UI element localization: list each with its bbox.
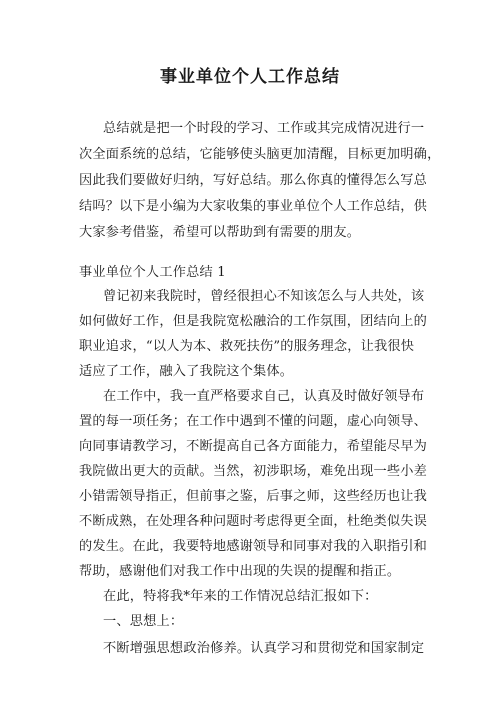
subheading: 一、思想上： xyxy=(103,614,184,629)
paragraph-line: 不断增强思想政治修养。认真学习和贯彻党和国家制定 xyxy=(103,641,425,656)
paragraph-line: 职业追求，“以人为本、救死扶伤”的服务理念，让我很快 xyxy=(79,339,415,354)
document-title: 事业单位个人工作总结 xyxy=(160,67,340,87)
paragraph-line: 在工作中，我一直严格要求自己，认真及时做好领导布 xyxy=(103,389,425,404)
paragraph-line: 适应了工作，融入了我院这个集体。 xyxy=(79,364,294,379)
paragraph-line: 如何做好工作，但是我院宽松融洽的工作氛围，团结向上的 xyxy=(79,314,428,329)
paragraph-line: 向同事请教学习，不断提高自己各方面能力，希望能尽早为 xyxy=(79,439,428,454)
section-heading: 事业单位个人工作总结 1 xyxy=(79,265,226,280)
intro-line: 次全面系统的总结，它能够使头脑更加清醒，目标更加明确， xyxy=(79,147,441,162)
intro-line: 总结就是把一个时段的学习、工作或其完成情况进行一 xyxy=(103,121,425,136)
paragraph-line: 的发生。在此，我要特地感谢领导和同事对我的入职指引和 xyxy=(79,539,428,554)
paragraph-line: 不断成熟，在处理各种问题时考虑得更全面，杜绝类似失误 xyxy=(79,514,428,529)
paragraph-line: 小错需领导指正，但前事之鉴，后事之师，这些经历也让我 xyxy=(79,489,428,504)
paragraph-line: 置的每一项任务；在工作中遇到不懂的问题，虚心向领导、 xyxy=(79,414,428,429)
intro-line: 结吗？以下是小编为大家收集的事业单位个人工作总结，供 xyxy=(79,199,428,214)
intro-line: 大家参考借鉴，希望可以帮助到有需要的朋友。 xyxy=(79,225,361,240)
paragraph-line: 我院做出更大的贡献。当然，初涉职场，难免出现一些小差 xyxy=(79,464,428,479)
paragraph-line: 帮助，感谢他们对我工作中出现的失误的提醒和指正。 xyxy=(79,564,401,579)
paragraph-line: 曾记初来我院时，曾经很担心不知该怎么与人共处，该 xyxy=(103,289,425,304)
intro-line: 因此我们要做好归纳，写好总结。那么你真的懂得怎么写总 xyxy=(79,173,428,188)
paragraph-line: 在此，特将我*年来的工作情况总结汇报如下： xyxy=(103,589,378,604)
